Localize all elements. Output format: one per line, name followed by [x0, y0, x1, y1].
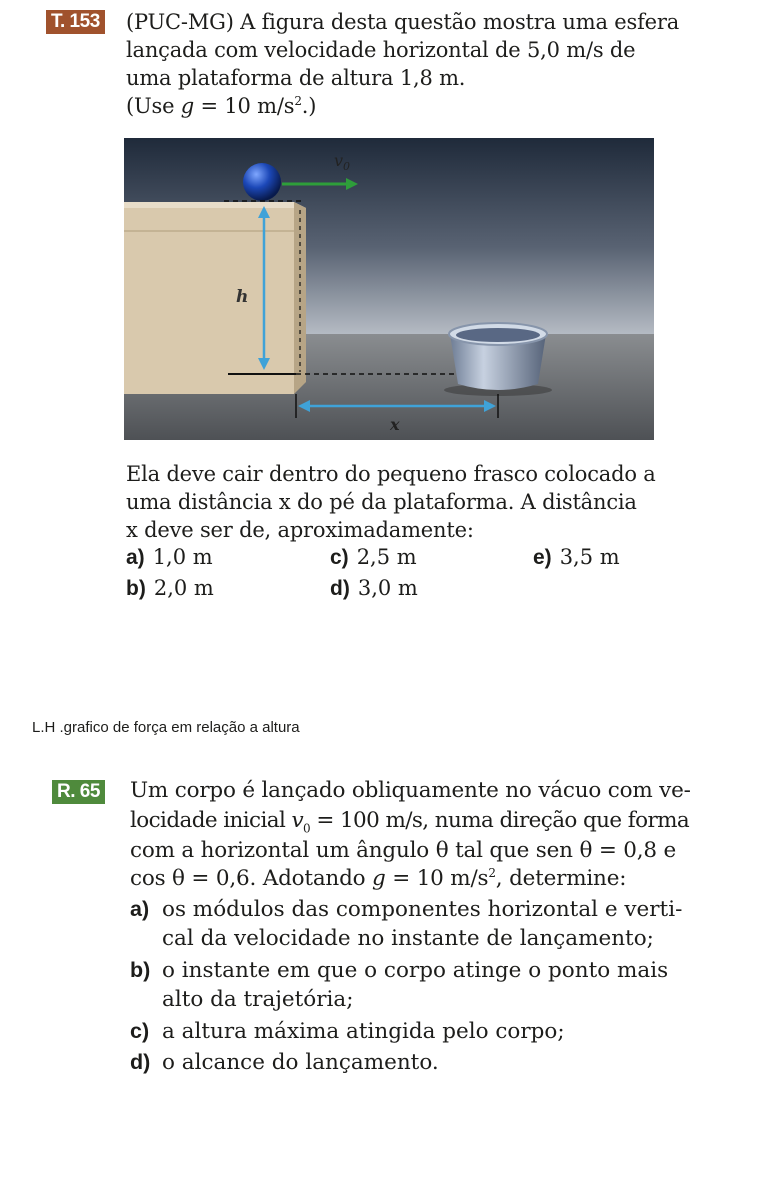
- r65-item-b: [130, 956, 668, 1014]
- option-letter: d): [330, 577, 350, 600]
- r65-line-4-end: , determine:: [495, 866, 627, 891]
- r65-line-3: com a horizontal um ângulo θ tal que sen θ = 0,8 e: [130, 838, 677, 863]
- option-c[interactable]: [330, 543, 417, 572]
- item-text-1: o alcance do lançamento.: [162, 1050, 439, 1075]
- item-letter: b): [130, 958, 151, 982]
- r65-line-1: Um corpo é lançado obliquamente no vácuo com ve-: [130, 778, 691, 803]
- question-statement-line-2: lançada com velocidade horizontal de 5,0 m/s de: [126, 38, 636, 62]
- item-letter: d): [130, 1050, 151, 1074]
- question-statement-line-1: (PUC-MG) A figura desta questão mostra uma esfera: [126, 10, 680, 34]
- question-badge-t153: T. 153: [46, 10, 105, 34]
- r65-line-2: [130, 807, 689, 835]
- question-continuation-line-3: x deve ser de, aproximadamente:: [126, 518, 474, 542]
- projectile-figure: [124, 138, 654, 440]
- gravity-exponent-2: 2: [488, 865, 496, 880]
- option-text: 3,0 m: [357, 576, 418, 600]
- r65-line-4-start: cos θ = 0,6. Adotando: [130, 866, 373, 891]
- option-letter: a): [126, 546, 145, 569]
- question-continuation-line-1: Ela deve cair dentro do pequeno frasco colocado a: [126, 462, 656, 486]
- gravity-symbol: g: [180, 94, 195, 118]
- option-text: 1,0 m: [152, 545, 213, 569]
- option-d[interactable]: [330, 574, 418, 603]
- r65-line-2-end: = 100 m/s, numa direção que forma: [310, 808, 690, 833]
- option-text: 3,5 m: [559, 545, 620, 569]
- ball: [243, 163, 281, 201]
- item-text-1: os módulos das componentes horizontal e verti-: [162, 897, 683, 922]
- r65-line-4: [130, 865, 626, 893]
- item-letter: c): [130, 1019, 150, 1043]
- question-badge-r65: R. 65: [52, 780, 105, 804]
- option-letter: e): [533, 546, 552, 569]
- distance-label: x: [390, 415, 400, 434]
- gravity-hint: [126, 92, 316, 120]
- user-note: L.H .grafico de força em relação a altura: [32, 719, 300, 736]
- item-text-2: alto da trajetória;: [162, 987, 354, 1012]
- gravity-symbol-2: g: [372, 866, 386, 891]
- gravity-value-2: = 10 m/s: [385, 866, 489, 891]
- velocity-label: $v_0$: [334, 151, 351, 173]
- question-continuation-line-2: uma distância x do pé da plataforma. A distância: [126, 490, 637, 514]
- option-a[interactable]: [126, 543, 213, 572]
- question-statement-line-3: uma plataforma de altura 1,8 m.: [126, 66, 466, 90]
- gravity-hint-prefix: (Use: [126, 94, 181, 118]
- option-b[interactable]: [126, 574, 214, 603]
- height-label: h: [236, 287, 249, 307]
- gravity-hint-suffix: .): [301, 94, 317, 118]
- option-letter: b): [126, 577, 146, 600]
- option-text: 2,0 m: [153, 576, 214, 600]
- platform-top: [124, 202, 306, 208]
- option-e[interactable]: [533, 543, 620, 572]
- velocity-symbol: v: [291, 808, 304, 833]
- item-text-2: cal da velocidade no instante de lançamento;: [162, 926, 654, 951]
- r65-line-2-start: locidade inicial: [130, 808, 292, 833]
- gravity-value: = 10 m/s: [194, 94, 295, 118]
- item-letter: a): [130, 897, 150, 921]
- r65-item-a: [130, 895, 682, 953]
- r65-item-d: [130, 1048, 439, 1077]
- platform-front: [124, 208, 294, 394]
- item-text-1: a altura máxima atingida pelo corpo;: [162, 1019, 565, 1044]
- r65-item-c: [130, 1017, 565, 1046]
- option-text: 2,5 m: [356, 545, 417, 569]
- option-letter: c): [330, 546, 349, 569]
- item-text-1: o instante em que o corpo atinge o ponto mais: [162, 958, 669, 983]
- velocity-subscript: 0: [303, 821, 311, 836]
- gravity-exponent: 2: [294, 94, 302, 108]
